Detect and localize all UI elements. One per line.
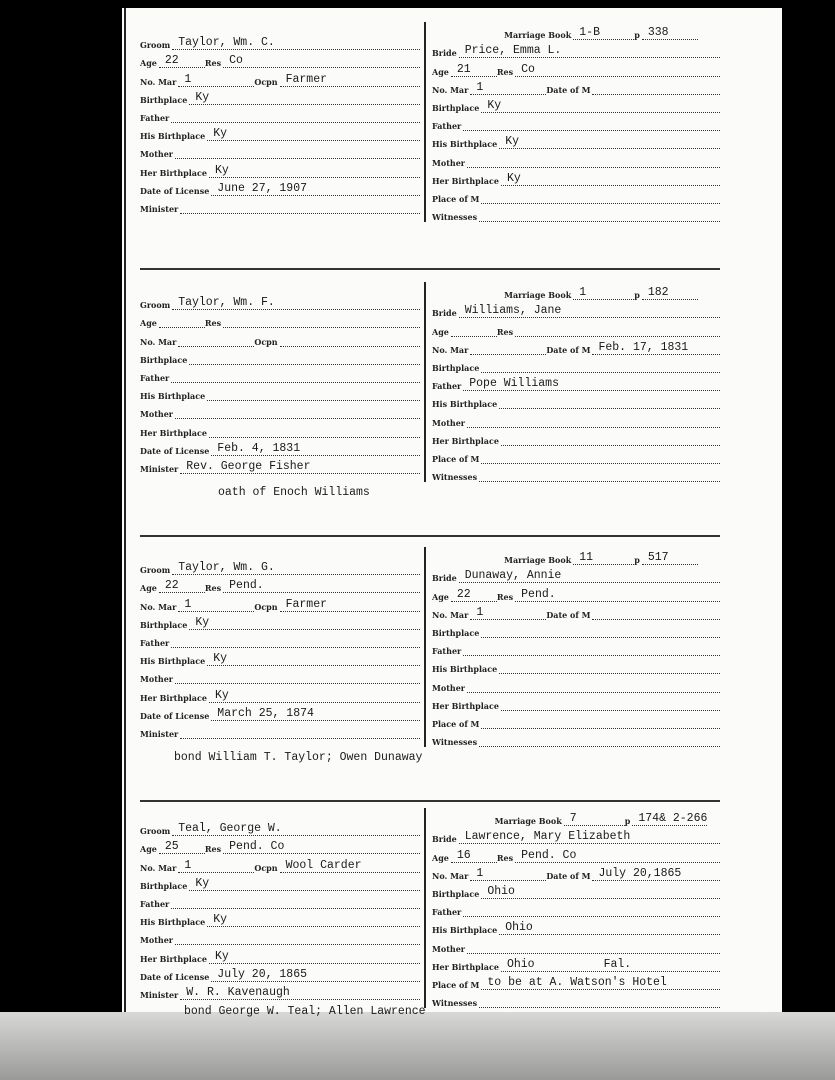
father-label: Father (140, 637, 170, 648)
form-row (140, 383, 420, 401)
birthplace-label: Birthplace (140, 880, 188, 891)
column-divider (424, 808, 426, 1008)
form-row (432, 935, 720, 953)
father-label: Father (432, 907, 462, 918)
form-row (140, 365, 420, 383)
form-row (140, 818, 420, 836)
mother-label: Mother (140, 149, 174, 160)
form-row (432, 428, 720, 446)
date-of-license-label: Date of License (140, 710, 210, 721)
birthplace-label: Birthplace (432, 888, 480, 899)
no-mar-value: 1 (178, 599, 254, 612)
form-row (432, 656, 720, 674)
form-row (432, 620, 720, 638)
father-label: Father (140, 898, 170, 909)
bride-column (432, 808, 720, 1008)
father-label: Father (432, 381, 462, 392)
witnesses-label: Witnesses (432, 737, 478, 748)
p-label: p (634, 30, 640, 41)
form-row (140, 419, 420, 437)
form-row (140, 87, 420, 105)
birthplace-value: Ky (189, 92, 420, 105)
form-row (140, 873, 420, 891)
date-of-license-value: July 20, 1865 (211, 969, 420, 982)
form-row (140, 593, 420, 611)
date-of-m-label: Date of M (546, 84, 591, 95)
marriage-book-value: 7 (564, 813, 625, 826)
his-birthplace-value: Ky (499, 136, 720, 149)
age-value: 16 (451, 850, 497, 863)
res-value: Pend. Co (515, 850, 720, 863)
father-label: Father (432, 646, 462, 657)
date-of-license-label: Date of License (140, 971, 210, 982)
p-value: 174& 2-266 (632, 813, 707, 826)
place-of-m-label: Place of M (432, 193, 480, 204)
groom-label: Groom (140, 40, 171, 51)
age-value: 22 (159, 55, 205, 68)
place-of-m-value: to be at A. Watson's Hotel (481, 977, 720, 990)
birthplace-label: Birthplace (140, 354, 188, 365)
form-row (140, 575, 420, 593)
bride-column (432, 22, 720, 222)
p-value: 338 (642, 27, 698, 40)
form-row (140, 630, 420, 648)
witnesses-label: Witnesses (432, 212, 478, 223)
form-row (432, 638, 720, 656)
form-row (432, 131, 720, 149)
birthplace-label: Birthplace (432, 102, 480, 113)
bride-value: Williams, Jane (459, 305, 720, 318)
his-birthplace-value: Ky (207, 653, 420, 666)
birthplace-label: Birthplace (140, 94, 188, 105)
res-label: Res (204, 844, 222, 855)
mother-label: Mother (140, 935, 174, 946)
groom-label: Groom (140, 300, 171, 311)
ocpn-label: Ocpn (254, 336, 278, 347)
form-row (432, 204, 720, 222)
form-row (140, 328, 420, 346)
form-row (432, 565, 720, 583)
marriage-book-label: Marriage Book (504, 555, 572, 566)
age-label: Age (432, 852, 449, 863)
res-label: Res (204, 318, 222, 329)
date-of-license-label: Date of License (140, 185, 210, 196)
no-mar-label: No. Mar (432, 344, 469, 355)
p-label: p (624, 816, 631, 827)
form-row (432, 77, 720, 95)
res-value: Co (223, 55, 420, 68)
page-edge (124, 8, 126, 1048)
form-row (140, 456, 420, 474)
marriage-book-row (432, 547, 720, 565)
bride-label: Bride (432, 308, 457, 319)
form-row (140, 68, 420, 86)
marriage-book-row (432, 282, 720, 300)
her-birthplace-label: Her Birthplace (432, 700, 499, 711)
groom-label: Groom (140, 565, 171, 576)
form-row (432, 693, 720, 711)
age-value: 25 (159, 841, 205, 854)
form-row (432, 729, 720, 747)
mother-label: Mother (432, 417, 466, 428)
no-mar-label: No. Mar (140, 76, 177, 87)
minister-value: W. R. Kavenaugh (180, 987, 420, 1000)
place-of-m-label: Place of M (432, 718, 480, 729)
marriage-book-value: 11 (573, 552, 634, 565)
place-of-m-label: Place of M (432, 979, 480, 990)
his-birthplace-value: Ky (207, 914, 420, 927)
form-row (432, 186, 720, 204)
form-row (140, 401, 420, 419)
form-row (140, 703, 420, 721)
bride-label: Bride (432, 48, 457, 59)
his-birthplace-label: His Birthplace (432, 139, 498, 150)
her-birthplace-label: Her Birthplace (432, 175, 499, 186)
form-row (432, 40, 720, 58)
form-row (432, 113, 720, 131)
witnesses-value (479, 481, 720, 482)
date-of-license-label: Date of License (140, 445, 210, 456)
her-birthplace-value: Ky (209, 690, 420, 703)
ocpn-value: Farmer (280, 599, 420, 612)
mother-label: Mother (140, 674, 174, 685)
form-row (140, 105, 420, 123)
record-separator (140, 268, 720, 270)
p-value: 517 (642, 552, 698, 565)
no-mar-label: No. Mar (140, 862, 177, 873)
bride-value: Price, Emma L. (459, 45, 720, 58)
his-birthplace-label: His Birthplace (432, 925, 498, 936)
form-row (140, 123, 420, 141)
res-value: Co (515, 64, 720, 77)
father-label: Father (140, 372, 170, 383)
date-of-m-label: Date of M (546, 870, 591, 881)
form-row (140, 292, 420, 310)
column-divider (424, 22, 426, 222)
form-row (140, 159, 420, 177)
form-row (432, 464, 720, 482)
bride-value: Lawrence, Mary Elizabeth (459, 831, 720, 844)
form-row (432, 95, 720, 113)
his-birthplace-label: His Birthplace (140, 917, 206, 928)
witnesses-label: Witnesses (432, 998, 478, 1009)
age-label: Age (432, 591, 449, 602)
form-row (140, 982, 420, 1000)
his-birthplace-label: His Birthplace (140, 656, 206, 667)
scan-border (0, 1012, 835, 1080)
date-of-m-value: July 20,1865 (592, 868, 720, 881)
record-separator (140, 800, 720, 802)
birthplace-value: Ohio (481, 886, 720, 899)
form-row (432, 300, 720, 318)
her-birthplace-label: Her Birthplace (140, 167, 207, 178)
form-row (432, 954, 720, 972)
form-row (140, 141, 420, 159)
no-mar-label: No. Mar (432, 870, 469, 881)
form-row (140, 557, 420, 575)
his-birthplace-label: His Birthplace (432, 664, 498, 675)
no-mar-value: 1 (470, 607, 546, 620)
record-note: bond William T. Taylor; Owen Dunaway (174, 751, 423, 764)
record-separator (140, 535, 720, 537)
marriage-book-row (432, 808, 720, 826)
no-mar-label: No. Mar (140, 601, 177, 612)
age-label: Age (140, 318, 157, 329)
ocpn-label: Ocpn (254, 862, 278, 873)
column-divider (424, 282, 426, 482)
witnesses-label: Witnesses (432, 472, 478, 483)
form-row (432, 58, 720, 76)
mother-label: Mother (140, 409, 174, 420)
p-value: 182 (642, 287, 698, 300)
column-divider (424, 547, 426, 747)
her-birthplace-value: Ky (209, 165, 420, 178)
age-label: Age (432, 66, 449, 77)
form-row (432, 602, 720, 620)
marriage-book-value: 1-B (573, 27, 634, 40)
form-row (140, 310, 420, 328)
birthplace-label: Birthplace (432, 627, 480, 638)
bride-label: Bride (432, 834, 457, 845)
form-row (140, 347, 420, 365)
form-row (432, 583, 720, 601)
no-mar-value: 1 (178, 74, 254, 87)
bride-column (432, 282, 720, 482)
res-label: Res (496, 852, 514, 863)
form-row (140, 891, 420, 909)
witnesses-value (479, 1007, 720, 1008)
her-birthplace-value: Ky (209, 951, 420, 964)
witnesses-value (479, 221, 720, 222)
form-row (432, 168, 720, 186)
p-label: p (634, 290, 640, 301)
her-birthplace-value: Ky (501, 173, 720, 186)
form-row (140, 50, 420, 68)
form-row (140, 684, 420, 702)
form-row (140, 666, 420, 684)
groom-value: Teal, George W. (172, 823, 420, 836)
minister-label: Minister (140, 989, 179, 1000)
father-label: Father (432, 121, 462, 132)
her-birthplace-label: Her Birthplace (432, 961, 499, 972)
witnesses-value (479, 746, 720, 747)
date-of-m-value: Feb. 17, 1831 (592, 342, 720, 355)
minister-value (180, 213, 420, 214)
form-row (140, 648, 420, 666)
her-birthplace-value: Ohio Fal. (501, 959, 720, 972)
res-label: Res (496, 66, 514, 77)
form-row (432, 917, 720, 935)
res-label: Res (204, 583, 222, 594)
form-row (432, 990, 720, 1008)
form-row (432, 881, 720, 899)
form-row (140, 854, 420, 872)
birthplace-value: Ky (189, 878, 420, 891)
birthplace-label: Birthplace (140, 619, 188, 630)
res-value: Pend. (515, 589, 720, 602)
his-birthplace-value: Ky (207, 128, 420, 141)
date-of-m-label: Date of M (546, 344, 591, 355)
groom-value: Taylor, Wm. G. (172, 562, 420, 575)
mother-label: Mother (432, 682, 466, 693)
bride-column (432, 547, 720, 747)
age-label: Age (140, 583, 157, 594)
date-of-license-value: Feb. 4, 1831 (211, 443, 420, 456)
no-mar-value: 1 (470, 82, 546, 95)
birthplace-value: Ky (189, 617, 420, 630)
ocpn-value: Wool Carder (280, 860, 420, 873)
form-row (140, 909, 420, 927)
his-birthplace-value: Ohio (499, 922, 720, 935)
her-birthplace-label: Her Birthplace (140, 953, 207, 964)
no-mar-value: 1 (178, 860, 254, 873)
age-label: Age (140, 58, 157, 69)
form-row (432, 355, 720, 373)
groom-column (140, 292, 420, 474)
mother-label: Mother (432, 943, 466, 954)
form-row (140, 178, 420, 196)
groom-label: Groom (140, 826, 171, 837)
res-label: Res (496, 326, 514, 337)
age-label: Age (140, 844, 157, 855)
form-row (432, 972, 720, 990)
date-of-license-value: March 25, 1874 (211, 708, 420, 721)
her-birthplace-label: Her Birthplace (140, 692, 207, 703)
age-label: Age (432, 326, 449, 337)
marriage-book-label: Marriage Book (494, 816, 562, 827)
form-row (432, 373, 720, 391)
form-row (140, 964, 420, 982)
her-birthplace-label: Her Birthplace (432, 435, 499, 446)
form-row (140, 721, 420, 739)
form-row (432, 391, 720, 409)
no-mar-label: No. Mar (432, 84, 469, 95)
birthplace-label: Birthplace (432, 362, 480, 373)
res-value: Pend. (223, 580, 420, 593)
res-value: Pend. Co (223, 841, 420, 854)
marriage-book-label: Marriage Book (504, 30, 572, 41)
her-birthplace-label: Her Birthplace (140, 427, 207, 438)
res-label: Res (204, 58, 222, 69)
his-birthplace-label: His Birthplace (432, 399, 498, 410)
form-row (140, 196, 420, 214)
record-note: bond George W. Teal; Allen Lawrence (184, 1005, 426, 1018)
form-row (432, 149, 720, 167)
minister-label: Minister (140, 463, 179, 474)
p-label: p (634, 555, 640, 566)
form-row (432, 318, 720, 336)
father-value: Pope Williams (463, 378, 720, 391)
bride-label: Bride (432, 573, 457, 584)
record-note: oath of Enoch Williams (218, 486, 370, 499)
minister-value: Rev. George Fisher (180, 461, 420, 474)
form-row (432, 409, 720, 427)
form-row (432, 844, 720, 862)
marriage-book-row (432, 22, 720, 40)
form-row (140, 438, 420, 456)
date-of-license-value: June 27, 1907 (211, 183, 420, 196)
groom-column (140, 32, 420, 214)
form-row (140, 927, 420, 945)
date-of-m-label: Date of M (546, 609, 591, 620)
no-mar-label: No. Mar (140, 336, 177, 347)
birthplace-value: Ky (481, 100, 720, 113)
minister-value (180, 738, 420, 739)
marriage-book-label: Marriage Book (504, 290, 572, 301)
mother-label: Mother (432, 157, 466, 168)
groom-value: Taylor, Wm. F. (172, 297, 420, 310)
form-row (432, 899, 720, 917)
form-row (432, 674, 720, 692)
form-row (432, 446, 720, 464)
age-value: 21 (451, 64, 497, 77)
groom-column (140, 557, 420, 739)
ocpn-value: Farmer (280, 74, 420, 87)
his-birthplace-label: His Birthplace (140, 131, 206, 142)
marriage-book-value: 1 (573, 287, 634, 300)
groom-value: Taylor, Wm. C. (172, 37, 420, 50)
age-value: 22 (451, 589, 497, 602)
form-row (140, 612, 420, 630)
form-row (140, 836, 420, 854)
res-label: Res (496, 591, 514, 602)
form-row (140, 945, 420, 963)
form-row (432, 863, 720, 881)
bride-value: Dunaway, Annie (459, 570, 720, 583)
ocpn-label: Ocpn (254, 601, 278, 612)
no-mar-label: No. Mar (432, 609, 469, 620)
groom-column (140, 818, 420, 1000)
his-birthplace-label: His Birthplace (140, 391, 206, 402)
father-label: Father (140, 112, 170, 123)
form-row (140, 32, 420, 50)
form-row (432, 826, 720, 844)
form-row (432, 711, 720, 729)
ocpn-label: Ocpn (254, 76, 278, 87)
form-row (432, 337, 720, 355)
place-of-m-label: Place of M (432, 453, 480, 464)
age-value: 22 (159, 580, 205, 593)
minister-label: Minister (140, 728, 179, 739)
minister-label: Minister (140, 203, 179, 214)
no-mar-value: 1 (470, 868, 546, 881)
